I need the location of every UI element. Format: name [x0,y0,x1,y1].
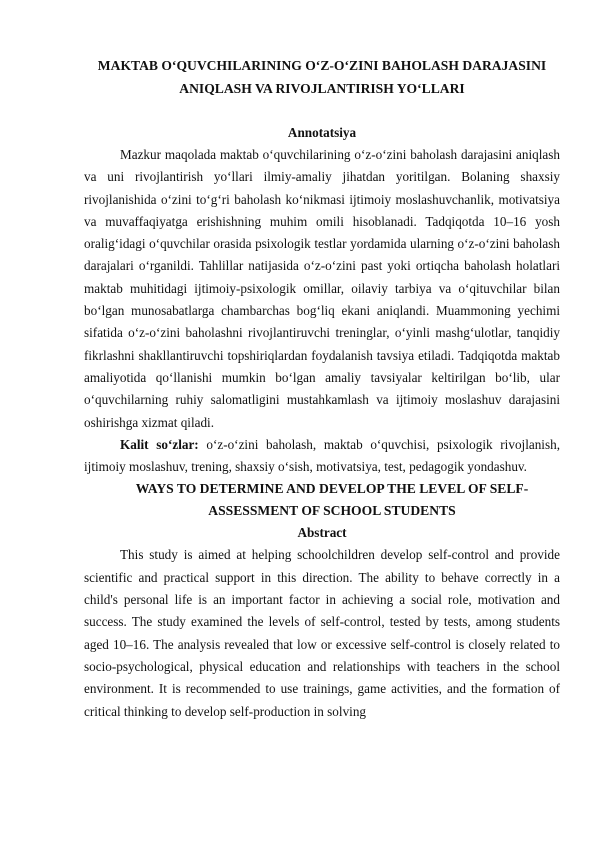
annotation-paragraph: Mazkur maqolada maktab o‘quvchilarining o‘z-o‘zini baholash darajasini aniqlash va uni rivojlantirish yo‘llari ilmiy-amaliy jihatdan yoritilgan. Bolaning shaxsiy rivojlanishida o‘zini to‘g‘ri baholash ko‘nikmasi ijtimoiy moslashuvchanlik, motivatsiya va muvaffaqiyatga erishishning muhim omili hisoblanadi. Tadqiqotda 10–16 yosh oralig‘idagi o‘quvchilar orasida psixologik testlar yordamida ularning o‘z-o‘zini baholash darajalari o‘rganildi. Tahlillar natijasida o‘z-o‘zini past yoki ortiqcha baholash holatlari maktab muhitidagi ijtimoiy-psixologik omillar, oilaviy tarbiya va o‘qituvchilar bilan bo‘lgan munosabatlarga chambarchas bog‘liq ekani aniqlandi. Muammoning yechimi sifatida o‘z-o‘zini baholashni rivojlantiruvchi treninglar, o‘yinli mashg‘ulotlar, tanqidiy fikrlashni shakllantiruvchi topshiriqlardan foydalanish tavsiya etiladi. Tadqiqotda maktab amaliyotida qo‘llanishi mumkin bo‘lgan amaliy tavsiyalar keltirilgan bo‘lib, ular o‘quvchilarning ruhiy salomatligini mustahkamlash va ijtimoiy moslashuv darajasini oshirishga xizmat qiladi. [84,147,560,430]
keywords-text: o‘z-o‘zini baholash, maktab o‘quvchisi, psixologik rivojlanish, ijtimoiy moslashuv, trening, shaxsiy o‘sish, motivatsiya, test, pedagogik yondashuv. [84,436,560,475]
english-title: WAYS TO DETERMINE AND DEVELOP THE LEVEL OF SELF-ASSESSMENT OF SCHOOL STUDENTS [135,481,529,519]
document-page [84,54,560,723]
keywords-paragraph [84,434,560,479]
keywords-label: Kalit so‘zlar: [120,436,199,452]
uzbek-title: MAKTAB O‘QUVCHILARINING O‘Z-O‘ZINI BAHOLASH DARAJASINI ANIQLASH VA RIVOJLANTIRISH YO‘LLARI [97,58,547,96]
abstract-heading: Abstract [297,525,347,541]
annotation-heading: Annotatsiya [287,125,357,140]
abstract-paragraph: This study is aimed at helping schoolchildren develop self-control and provide scientific and practical support in this direction. The ability to behave correctly in a child's personal life is an important factor in achieving a social role, motivation and success. The study examined the levels of self-control, tested by tests, among students aged 10–16. The analysis revealed that low or excessive self-control is closely related to socio-psychological, physical education and relationships with teachers in the school environment. It is recommended to use trainings, game activities, and the formation of critical thinking to develop self-production in solving [84,547,560,719]
